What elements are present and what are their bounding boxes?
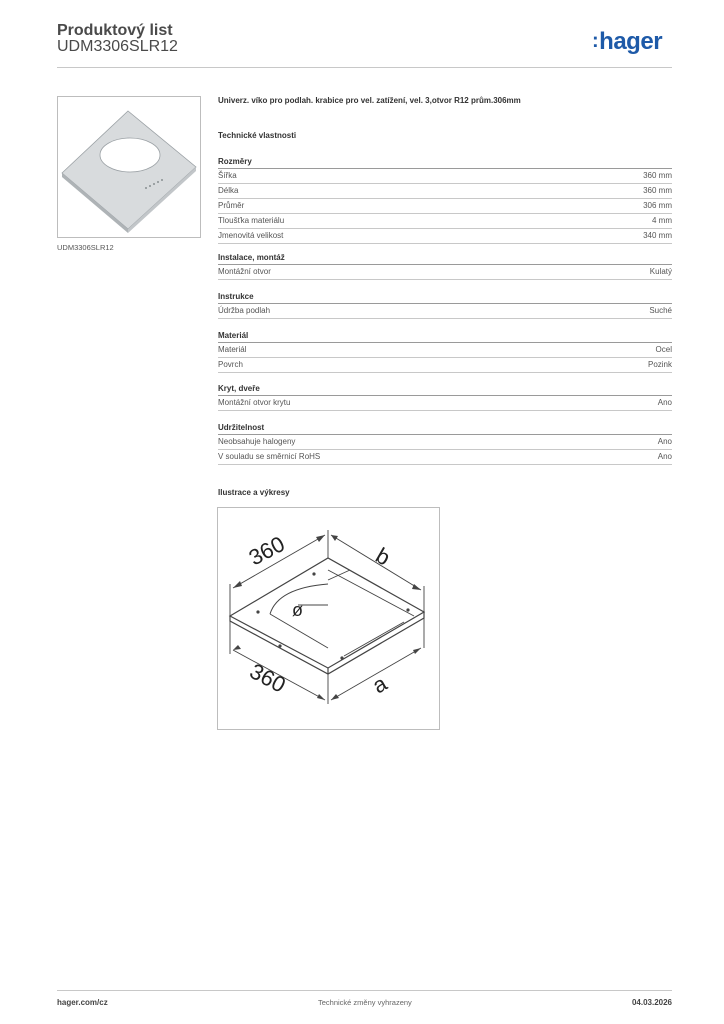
section-installation <box>218 252 672 280</box>
table-row <box>218 169 672 184</box>
table-row <box>218 343 672 358</box>
row-label: Neobsahuje halogeny <box>218 437 296 446</box>
section-dimensions <box>218 156 672 244</box>
header-divider <box>57 67 672 68</box>
table-row <box>218 265 672 280</box>
row-value: 360 mm <box>643 186 672 195</box>
row-label: Materiál <box>218 345 247 354</box>
technical-drawing <box>217 507 440 730</box>
row-label: Šířka <box>218 171 237 180</box>
row-value: Kulatý <box>649 267 672 276</box>
page-title: Produktový list <box>57 22 173 39</box>
dim-label-diameter: ø <box>292 600 303 620</box>
row-label: Montážní otvor krytu <box>218 398 291 407</box>
row-value: 306 mm <box>643 201 672 210</box>
table-row <box>218 184 672 199</box>
row-value: Ano <box>657 398 672 407</box>
dim-label-bottom-right: a <box>368 670 392 699</box>
row-label: Průměr <box>218 201 245 210</box>
dim-label-top-right: b <box>371 542 395 571</box>
product-description: Univerz. víko pro podlah. krabice pro vel. zatížení, vel. 3,otvor R12 prům.306mm <box>218 96 521 105</box>
section-title: Udržitelnost <box>218 422 672 435</box>
table-row <box>218 396 672 411</box>
row-label: Délka <box>218 186 239 195</box>
footer-divider <box>57 990 672 991</box>
table-row <box>218 199 672 214</box>
section-title: Kryt, dveře <box>218 383 672 396</box>
footer-disclaimer: Technické změny vyhrazeny <box>318 998 412 1007</box>
row-label: V souladu se směrnicí RoHS <box>218 452 321 461</box>
row-label: Povrch <box>218 360 243 369</box>
hager-logo: :hager <box>592 28 663 55</box>
table-row <box>218 229 672 244</box>
row-value: 360 mm <box>643 171 672 180</box>
row-value: 4 mm <box>652 216 672 225</box>
section-title: Instrukce <box>218 291 672 304</box>
row-value: Ano <box>657 437 672 446</box>
row-label: Tloušťka materiálu <box>218 216 285 225</box>
table-row <box>218 435 672 450</box>
logo-text: hager <box>599 28 663 55</box>
row-value: Pozink <box>647 360 672 369</box>
dim-label-top-left: 360 <box>244 531 289 571</box>
footer-website: hager.com/cz <box>57 998 108 1007</box>
row-value: Ocel <box>655 345 672 354</box>
product-image <box>57 96 201 238</box>
row-label: Údržba podlah <box>218 306 271 315</box>
footer-date: 04.03.2026 <box>631 998 672 1007</box>
section-instructions <box>218 291 672 319</box>
illustration-heading: Ilustrace a výkresy <box>218 488 290 497</box>
table-row <box>218 304 672 319</box>
technical-properties-heading: Technické vlastnosti <box>218 131 297 140</box>
image-caption: UDM3306SLR12 <box>57 243 114 252</box>
product-code: UDM3306SLR12 <box>57 38 178 55</box>
row-label: Montážní otvor <box>218 267 271 276</box>
dim-label-bottom-left: 360 <box>245 658 290 698</box>
row-value: Suché <box>649 306 672 315</box>
section-title: Instalace, montáž <box>218 252 672 265</box>
table-row <box>218 358 672 373</box>
row-value: Ano <box>657 452 672 461</box>
section-title: Rozměry <box>218 156 672 169</box>
row-value: 340 mm <box>643 231 672 240</box>
section-title: Materiál <box>218 330 672 343</box>
section-sustainability <box>218 422 672 465</box>
section-material <box>218 330 672 373</box>
section-cover-door <box>218 383 672 411</box>
table-row <box>218 214 672 229</box>
row-label: Jmenovitá velikost <box>218 231 284 240</box>
table-row <box>218 450 672 465</box>
